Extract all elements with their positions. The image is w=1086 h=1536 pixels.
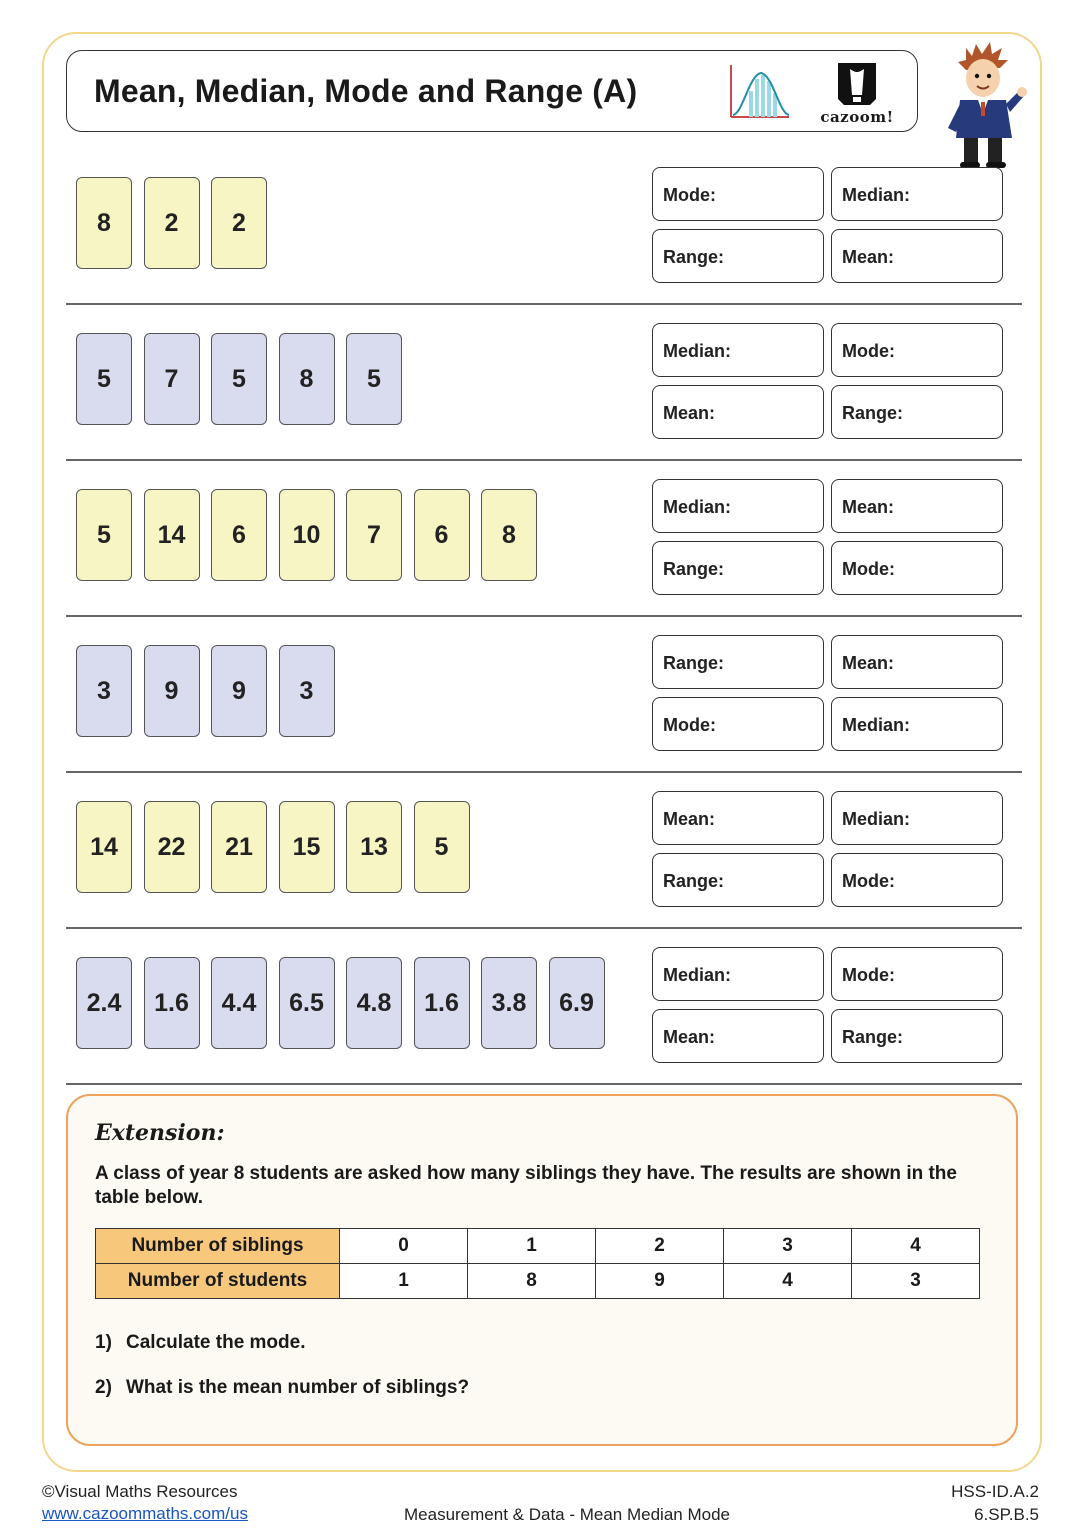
answer-box-median[interactable] <box>652 479 824 533</box>
answer-box-mean[interactable] <box>652 385 824 439</box>
table-cell: 4 <box>724 1264 852 1299</box>
page-title: Mean, Median, Mode and Range (A) <box>94 73 638 109</box>
number-card: 7 <box>144 333 200 425</box>
row-divider <box>66 1083 1022 1085</box>
number-card: 8 <box>481 489 537 581</box>
answer-box-mean[interactable] <box>652 791 824 845</box>
number-card: 1.6 <box>144 957 200 1049</box>
task-text: What is the mean number of siblings? <box>126 1377 470 1398</box>
answer-label: Mode: <box>842 871 895 891</box>
question-row-1 <box>0 157 1086 313</box>
number-card: 4.8 <box>346 957 402 1049</box>
number-card: 21 <box>211 801 267 893</box>
answer-label: Range: <box>842 1027 904 1047</box>
table-row <box>96 1229 980 1264</box>
answer-label: Median: <box>842 185 911 205</box>
answer-box-range[interactable] <box>652 635 824 689</box>
table-cell: 9 <box>596 1264 724 1299</box>
answer-label: Median: <box>663 497 732 517</box>
footer-standard-1: HSS-ID.A.2 <box>951 1482 1039 1501</box>
task-number: 1) <box>95 1332 112 1353</box>
number-card: 2 <box>211 177 267 269</box>
answer-box-range[interactable] <box>652 853 824 907</box>
answer-label: Range: <box>663 871 725 891</box>
row-divider <box>66 927 1022 929</box>
number-card: 3 <box>76 645 132 737</box>
answer-label: Mode: <box>842 559 895 579</box>
question-row-4 <box>0 625 1086 781</box>
answer-label: Mean: <box>663 809 716 829</box>
siblings-table <box>95 1228 980 1299</box>
table-cell: 4 <box>852 1229 980 1264</box>
answer-label: Mean: <box>842 497 895 517</box>
answer-label: Mode: <box>663 715 716 735</box>
answer-box-mean[interactable] <box>831 479 1003 533</box>
answer-label: Mean: <box>663 1027 716 1047</box>
boy-mascot-icon <box>936 42 1028 170</box>
extension-box <box>66 1094 1018 1446</box>
answer-label: Mode: <box>842 341 895 361</box>
answer-box-mode[interactable] <box>652 167 824 221</box>
footer-standard-2: 6.SP.B.5 <box>974 1505 1039 1524</box>
cazoom-logo-icon <box>812 59 902 109</box>
number-card: 14 <box>144 489 200 581</box>
number-card: 3.8 <box>481 957 537 1049</box>
extension-title: Extension: <box>95 1120 225 1146</box>
footer-copyright: ©Visual Maths Resources <box>42 1482 238 1501</box>
logo-text: cazoom! <box>820 108 894 126</box>
number-card: 5 <box>346 333 402 425</box>
question-row-2 <box>0 313 1086 469</box>
answer-label: Range: <box>842 403 904 423</box>
answer-box-median[interactable] <box>652 947 824 1001</box>
number-card: 9 <box>211 645 267 737</box>
number-card: 6.9 <box>549 957 605 1049</box>
answer-label: Median: <box>842 809 911 829</box>
task-1 <box>95 1332 306 1354</box>
number-card: 6 <box>211 489 267 581</box>
answer-label: Range: <box>663 559 725 579</box>
task-2 <box>95 1377 469 1399</box>
table-row-header: Number of students <box>96 1264 340 1299</box>
answer-box-range[interactable] <box>652 541 824 595</box>
number-card: 5 <box>76 333 132 425</box>
answer-box-median[interactable] <box>831 167 1003 221</box>
table-cell: 8 <box>468 1264 596 1299</box>
number-card: 13 <box>346 801 402 893</box>
row-divider <box>66 771 1022 773</box>
answer-label: Mean: <box>663 403 716 423</box>
answer-box-mode[interactable] <box>831 853 1003 907</box>
row-divider <box>66 303 1022 305</box>
number-card: 3 <box>279 645 335 737</box>
answer-box-mean[interactable] <box>831 635 1003 689</box>
number-card: 4.4 <box>211 957 267 1049</box>
number-card: 6 <box>414 489 470 581</box>
answer-label: Mode: <box>842 965 895 985</box>
answer-box-mode[interactable] <box>831 947 1003 1001</box>
number-card: 2.4 <box>76 957 132 1049</box>
number-card: 10 <box>279 489 335 581</box>
footer-link-wrap <box>42 1504 248 1524</box>
table-row-header: Number of siblings <box>96 1229 340 1264</box>
footer-topic: Measurement & Data - Mean Median Mode <box>404 1505 730 1524</box>
task-number: 2) <box>95 1377 112 1398</box>
table-cell: 3 <box>852 1264 980 1299</box>
number-card: 5 <box>211 333 267 425</box>
question-row-6 <box>0 937 1086 1093</box>
number-card: 2 <box>144 177 200 269</box>
number-card: 7 <box>346 489 402 581</box>
table-cell: 1 <box>340 1264 468 1299</box>
number-card: 8 <box>76 177 132 269</box>
footer-website-link[interactable]: www.cazoommaths.com/us <box>42 1504 248 1523</box>
table-cell: 2 <box>596 1229 724 1264</box>
row-divider <box>66 459 1022 461</box>
cazoom-logo <box>812 59 902 127</box>
answer-box-median[interactable] <box>652 323 824 377</box>
number-card: 5 <box>414 801 470 893</box>
table-cell: 0 <box>340 1229 468 1264</box>
number-card: 6.5 <box>279 957 335 1049</box>
answer-label: Mean: <box>842 247 895 267</box>
answer-label: Range: <box>663 247 725 267</box>
question-row-3 <box>0 469 1086 625</box>
answer-box-mean[interactable] <box>652 1009 824 1063</box>
answer-box-mean[interactable] <box>831 229 1003 283</box>
answer-box-mode[interactable] <box>831 541 1003 595</box>
answer-box-median[interactable] <box>831 791 1003 845</box>
table-row <box>96 1264 980 1299</box>
number-card: 1.6 <box>414 957 470 1049</box>
title-box <box>66 50 918 132</box>
answer-box-range[interactable] <box>652 229 824 283</box>
row-divider <box>66 615 1022 617</box>
table-cell: 1 <box>468 1229 596 1264</box>
answer-box-range[interactable] <box>831 1009 1003 1063</box>
answer-box-range[interactable] <box>831 385 1003 439</box>
answer-box-median[interactable] <box>831 697 1003 751</box>
bell-curve-chart-icon <box>727 61 791 121</box>
number-card: 9 <box>144 645 200 737</box>
answer-label: Mean: <box>842 653 895 673</box>
number-card: 14 <box>76 801 132 893</box>
question-row-5 <box>0 781 1086 937</box>
table-cell: 3 <box>724 1229 852 1264</box>
task-text: Calculate the mode. <box>126 1332 306 1353</box>
number-card: 8 <box>279 333 335 425</box>
answer-label: Median: <box>842 715 911 735</box>
answer-label: Range: <box>663 653 725 673</box>
answer-label: Mode: <box>663 185 716 205</box>
number-card: 15 <box>279 801 335 893</box>
answer-label: Median: <box>663 965 732 985</box>
answer-label: Median: <box>663 341 732 361</box>
answer-box-mode[interactable] <box>831 323 1003 377</box>
answer-box-mode[interactable] <box>652 697 824 751</box>
number-card: 22 <box>144 801 200 893</box>
extension-text: A class of year 8 students are asked how many siblings they have. The results are shown in the table below. <box>95 1163 957 1208</box>
number-card: 5 <box>76 489 132 581</box>
